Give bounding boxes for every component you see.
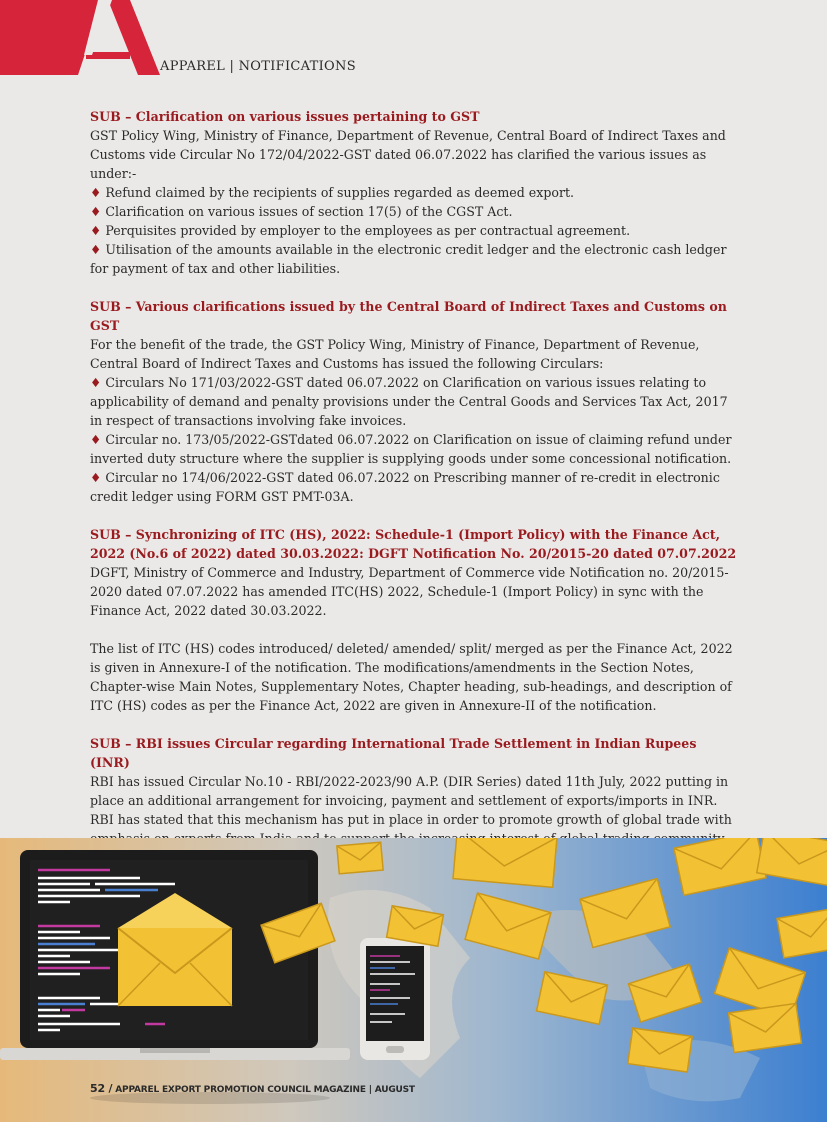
section-header: APPAREL | NOTIFICATIONS (160, 59, 356, 74)
magazine-name: APPAREL EXPORT PROMOTION COUNCIL MAGAZINE | AUGUST (115, 1085, 415, 1095)
section-intro: For the benefit of the trade, the GST Policy Wing, Ministry of Finance, Department of Revenue, Central Board of Indirect Taxes and Customs has issued the following Circulars: (90, 337, 700, 371)
section-title: SUB – Synchronizing of ITC (HS), 2022: Schedule-1 (Import Policy) with the Finance Act, 2022 (No.6 of 2022) dated 30.03.2022: DGFT Notification No. 20/2015-20 dated 07.07.2022 (90, 527, 737, 561)
diamond-bullet-icon: ♦ (90, 242, 102, 257)
diamond-bullet-icon: ♦ (90, 375, 102, 390)
section-gst-clarification (90, 107, 738, 278)
diamond-bullet-icon: ♦ (90, 470, 102, 485)
email-illustration (0, 838, 827, 1122)
bullet-item: ♦ Perquisites provided by employer to the employees as per contractual agreement. (90, 223, 631, 238)
section-title: SUB – Various clarifications issued by the Central Board of Indirect Taxes and Customs on GST (90, 299, 727, 333)
section-body-2: The list of ITC (HS) codes introduced/ deleted/ amended/ split/ merged as per the Finance Act, 2022 is given in Annexure-I of the notification. The modifications/amendments in the Section Notes, Chapter-wise Main Notes, Supplementary Notes, Chapter heading, sub-headings, and description of ITC (HS) codes as per the Finance Act, 2022 are given in Annexure-II of the notification. (90, 641, 733, 713)
bullet-item: ♦ Circulars No 171/03/2022-GST dated 06.07.2022 on Clarification on various issues relating to applicability of demand and penalty provisions under the Central Goods and Services Tax Act, 2017 in respect of transactions involving fake invoices. (90, 375, 728, 428)
bullet-item: ♦ Refund claimed by the recipients of supplies regarded as deemed export. (90, 185, 575, 200)
section-itc-hs (90, 525, 738, 715)
bullet-item: ♦ Clarification on various issues of section 17(5) of the CGST Act. (90, 204, 513, 219)
bullet-item: ♦ Circular no 174/06/2022-GST dated 06.07.2022 on Prescribing manner of re-credit in electronic credit ledger using FORM GST PMT-03A. (90, 470, 720, 504)
page-footer (90, 1082, 415, 1095)
bullet-item: ♦ Utilisation of the amounts available in the electronic credit ledger and the electronic cash ledger for payment of tax and other liabilities. (90, 242, 727, 276)
diamond-bullet-icon: ♦ (90, 223, 102, 238)
section-title: SUB – RBI issues Circular regarding International Trade Settlement in Indian Rupees (INR) (90, 736, 697, 770)
article-body (90, 107, 738, 867)
page-number: 52 / (90, 1082, 113, 1095)
section-intro: GST Policy Wing, Ministry of Finance, Department of Revenue, Central Board of Indirect Taxes and Customs vide Circular No 172/04/2022-GST dated 06.07.2022 has clarified the various issues as under:- (90, 128, 726, 181)
section-cbic-clarifications (90, 297, 738, 506)
diamond-bullet-icon: ♦ (90, 432, 102, 447)
diamond-bullet-icon: ♦ (90, 185, 102, 200)
diamond-bullet-icon: ♦ (90, 204, 102, 219)
bullet-item: ♦ Circular no. 173/05/2022-GSTdated 06.07.2022 on Clarification on issue of claiming refund under inverted duty structure where the supplier is supplying goods under some concessional notification. (90, 432, 732, 466)
section-body: RBI has issued Circular No.10 - RBI/2022-2023/90 A.P. (DIR Series) dated 11th July, 2022 putting in place an additional arrangement for invoicing, payment and settlement of exports/imports in INR. RBI has stated that this mechanism has put in place in order to promote growth of global trade with (90, 772, 738, 867)
magazine-logo (0, 0, 160, 75)
section-title: SUB – Clarification on various issues pertaining to GST (90, 109, 480, 124)
section-body: DGFT, Ministry of Commerce and Industry, Department of Commerce vide Notification no. 20/2015-2020 dated 07.07.2022 has amended ITC(HS) 2022, Schedule-1 (Import Policy) in sync with the Finance Act, 2022 dated 30.03.2022. (90, 565, 729, 618)
